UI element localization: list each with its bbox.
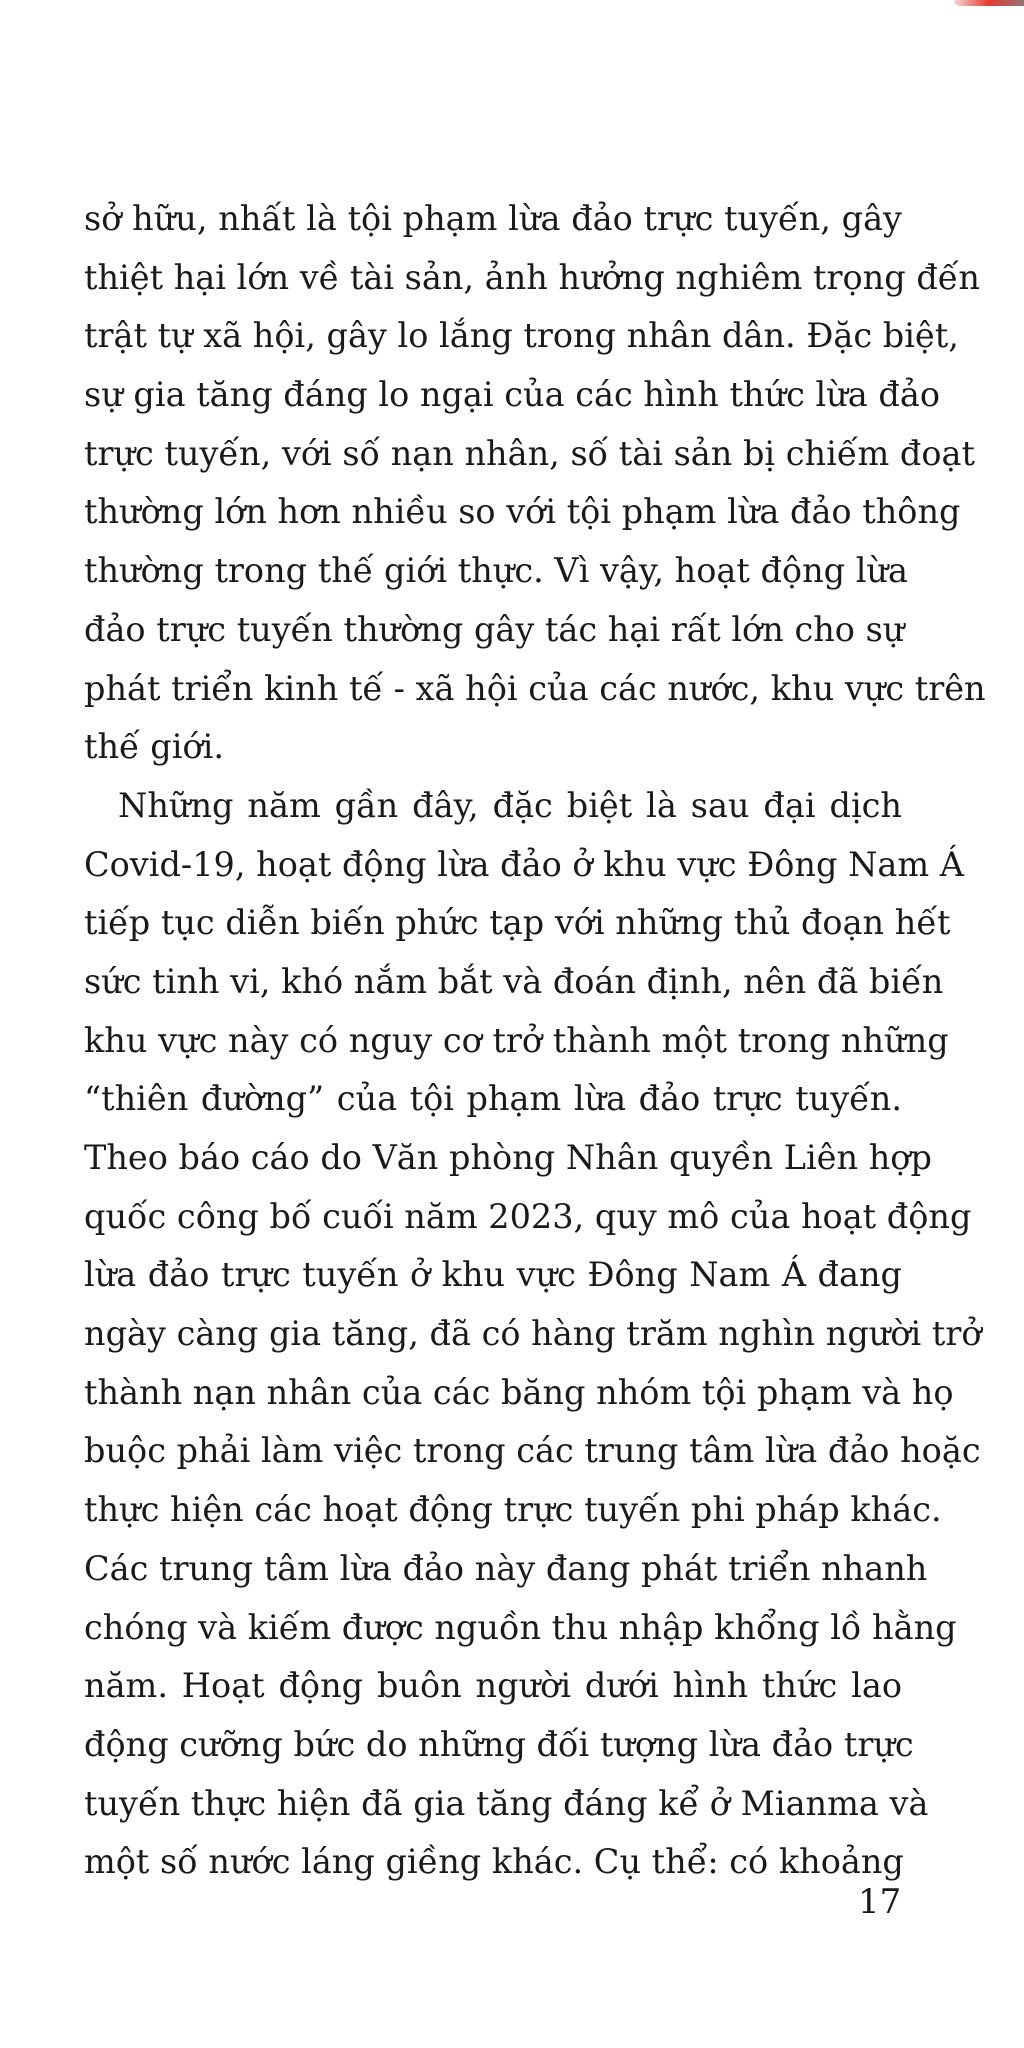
text-line: thế giới. — [84, 727, 224, 767]
text-line: thiệt hại lớn về tài sản, ảnh hưởng nghiêm trọng đến — [84, 257, 980, 297]
text-line: trực tuyến, với số nạn nhân, số tài sản bị chiếm đoạt — [84, 433, 975, 473]
body-text — [84, 190, 986, 1892]
text-line: ngày càng gia tăng, đã có hàng trăm nghìn người trở — [84, 1314, 982, 1354]
text-line: thành nạn nhân của các băng nhóm tội phạm và họ — [84, 1372, 954, 1412]
text-line: trật tự xã hội, gây lo lắng trong nhân dân. Đặc biệt, — [84, 316, 959, 356]
text-line: khu vực này có nguy cơ trở thành một trong những — [84, 1020, 949, 1060]
text-line: quốc công bố cuối năm 2023, quy mô của hoạt động — [84, 1196, 972, 1236]
text-line: năm. Hoạt động buôn người dưới hình thức lao — [84, 1666, 902, 1706]
text-line: lừa đảo trực tuyến ở khu vực Đông Nam Á đang — [84, 1255, 902, 1295]
text-line: một số nước láng giềng khác. Cụ thể: có khoảng — [84, 1842, 904, 1882]
text-line: Những năm gần đây, đặc biệt là sau đại dịch — [118, 785, 902, 825]
text-line: động cưỡng bức do những đối tượng lừa đảo trực — [84, 1724, 914, 1764]
text-line: chóng và kiếm được nguồn thu nhập khổng lồ hằng — [84, 1607, 957, 1647]
page-edge-mark — [954, 0, 1024, 6]
text-line: buộc phải làm việc trong các trung tâm lừa đảo hoặc — [84, 1431, 981, 1471]
text-line: phát triển kinh tế - xã hội của các nước, khu vực trên — [84, 668, 986, 708]
text-line: sức tinh vi, khó nắm bắt và đoán định, nên đã biến — [84, 961, 944, 1001]
text-line: sở hữu, nhất là tội phạm lừa đảo trực tuyến, gây — [84, 199, 902, 238]
text-line: tuyến thực hiện đã gia tăng đáng kể ở Mianma và — [84, 1783, 929, 1823]
text-line: thực hiện các hoạt động trực tuyến phi pháp khác. — [84, 1490, 942, 1530]
text-line: Covid-19, hoạt động lừa đảo ở khu vực Đông Nam Á — [84, 844, 964, 884]
text-line: thường trong thế giới thực. Vì vậy, hoạt động lừa — [84, 551, 909, 591]
text-line: thường lớn hơn nhiều so với tội phạm lừa đảo thông — [84, 492, 961, 532]
text-line: Các trung tâm lừa đảo này đang phát triển nhanh — [84, 1548, 928, 1588]
text-line: sự gia tăng đáng lo ngại của các hình thức lừa đảo — [84, 375, 940, 415]
text-line: Theo báo cáo do Văn phòng Nhân quyền Liên hợp — [84, 1138, 932, 1177]
text-line: “thiên đường” của tội phạm lừa đảo trực tuyến. — [84, 1079, 902, 1119]
page-number: 17 — [858, 1882, 902, 1922]
text-line: đảo trực tuyến thường gây tác hại rất lớn cho sự — [84, 609, 905, 649]
text-line: tiếp tục diễn biến phức tạp với những thủ đoạn hết — [84, 903, 951, 943]
